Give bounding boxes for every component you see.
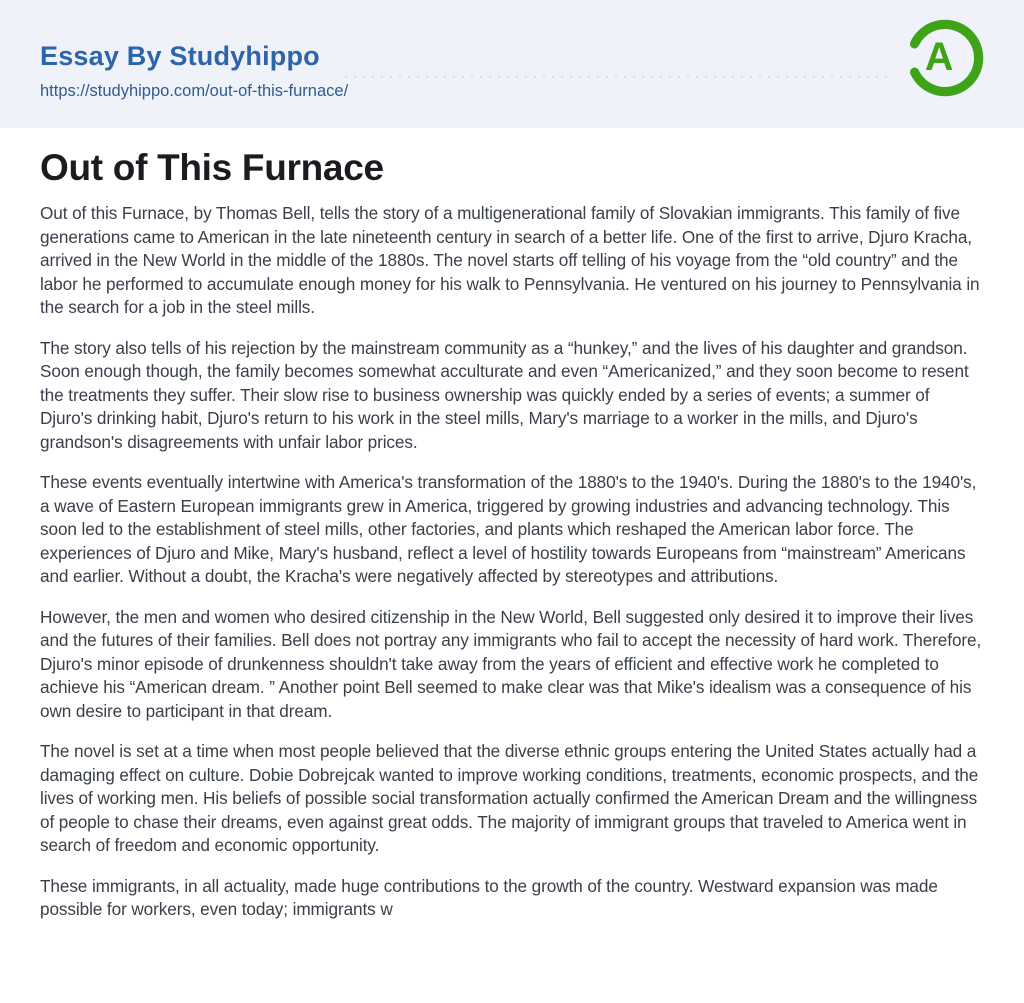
studyhippo-logo [903,16,987,100]
logo-letter: A [924,35,954,80]
essay-paragraph: The story also tells of his rejection by the mainstream community as a “hunkey,” and the lives of his daughter and grandson. Soon enough though, the family becomes somewhat acculturate and even “Americanized,” and they soon become to resent the treatments they suffer. Their slow rise to business ownership was quickly ended by a series of events; a summer of Djuro's drinking habit, Djuro's return to his work in the steel mills, Mary's marriage to a worker in the mills, and Djuro's grandson's disagreements with unfair labor prices. [40,337,969,452]
essay-content [0,128,1024,922]
essay-paragraph: The novel is set at a time when most people believed that the diverse ethnic groups entering the United States actually had a damaging effect on culture. Dobie Dobrejcak wanted to improve working conditions, treatments, economic prospects, and the lives of working men. His beliefs of possible social transformation actually confirmed the American Dream and the willingness of people to chase their dreams, even against great odds. The majority of immigrant groups that traveled to America went in search of freedom and economic opportunity. [40,741,979,855]
essay-paragraph: These immigrants, in all actuality, made huge contributions to the growth of the country. Westward expansion was made possible for workers, even today; immigrants w [40,875,938,919]
site-title: Essay By Studyhippo [40,41,320,71]
essay-paragraph: These events eventually intertwine with America's transformation of the 1880's to the 1940's. During the 1880's to the 1940's, a wave of Eastern European immigrants grew in America, triggered by growing industries and advancing technology. This soon led to the establishment of steel mills, other factories, and plants which reshaped the American labor force. The experiences of Djuro and Mike, Mary's husband, reflect a level of hostility towards Europeans from “mainstream” Americans and earlier. Without a doubt, the Kracha's were negatively affected by stereotypes and attributions. [40,472,977,586]
page-url-link[interactable]: https://studyhippo.com/out-of-this-furnace/ [40,82,349,100]
essay-paragraphs [40,202,984,922]
dotted-leader-line [345,76,890,78]
essay-title: Out of This Furnace [40,147,384,188]
essay-paragraph: Out of this Furnace, by Thomas Bell, tells the story of a multigenerational family of Slovakian immigrants. This family of five generations came to American in the late nineteenth century in search of a better life. One of the first to arrive, Djuro Kracha, arrived in the New World in the middle of the 1880s. The novel starts off telling of his voyage from the “old country” and the labor he performed to accumulate enough money for his walk to Pennsylvania. He ventured on his journey to Pennsylvania in the search for a job in the steel mills. [40,203,980,317]
header [0,0,1024,128]
essay-paragraph: However, the men and women who desired citizenship in the New World, Bell suggested only desired it to improve their lives and the futures of their families. Bell does not portray any immigrants who fail to accept the necessity of hard work. Therefore, Djuro's minor episode of drunkenness shouldn't take away from the years of efficient and effective work he completed to achieve his “American dream. ” Another point Bell seemed to make clear was that Mike's idealism was a consequence of his own desire to participant in that dream. [40,606,982,721]
logo-arc-icon [903,16,987,100]
